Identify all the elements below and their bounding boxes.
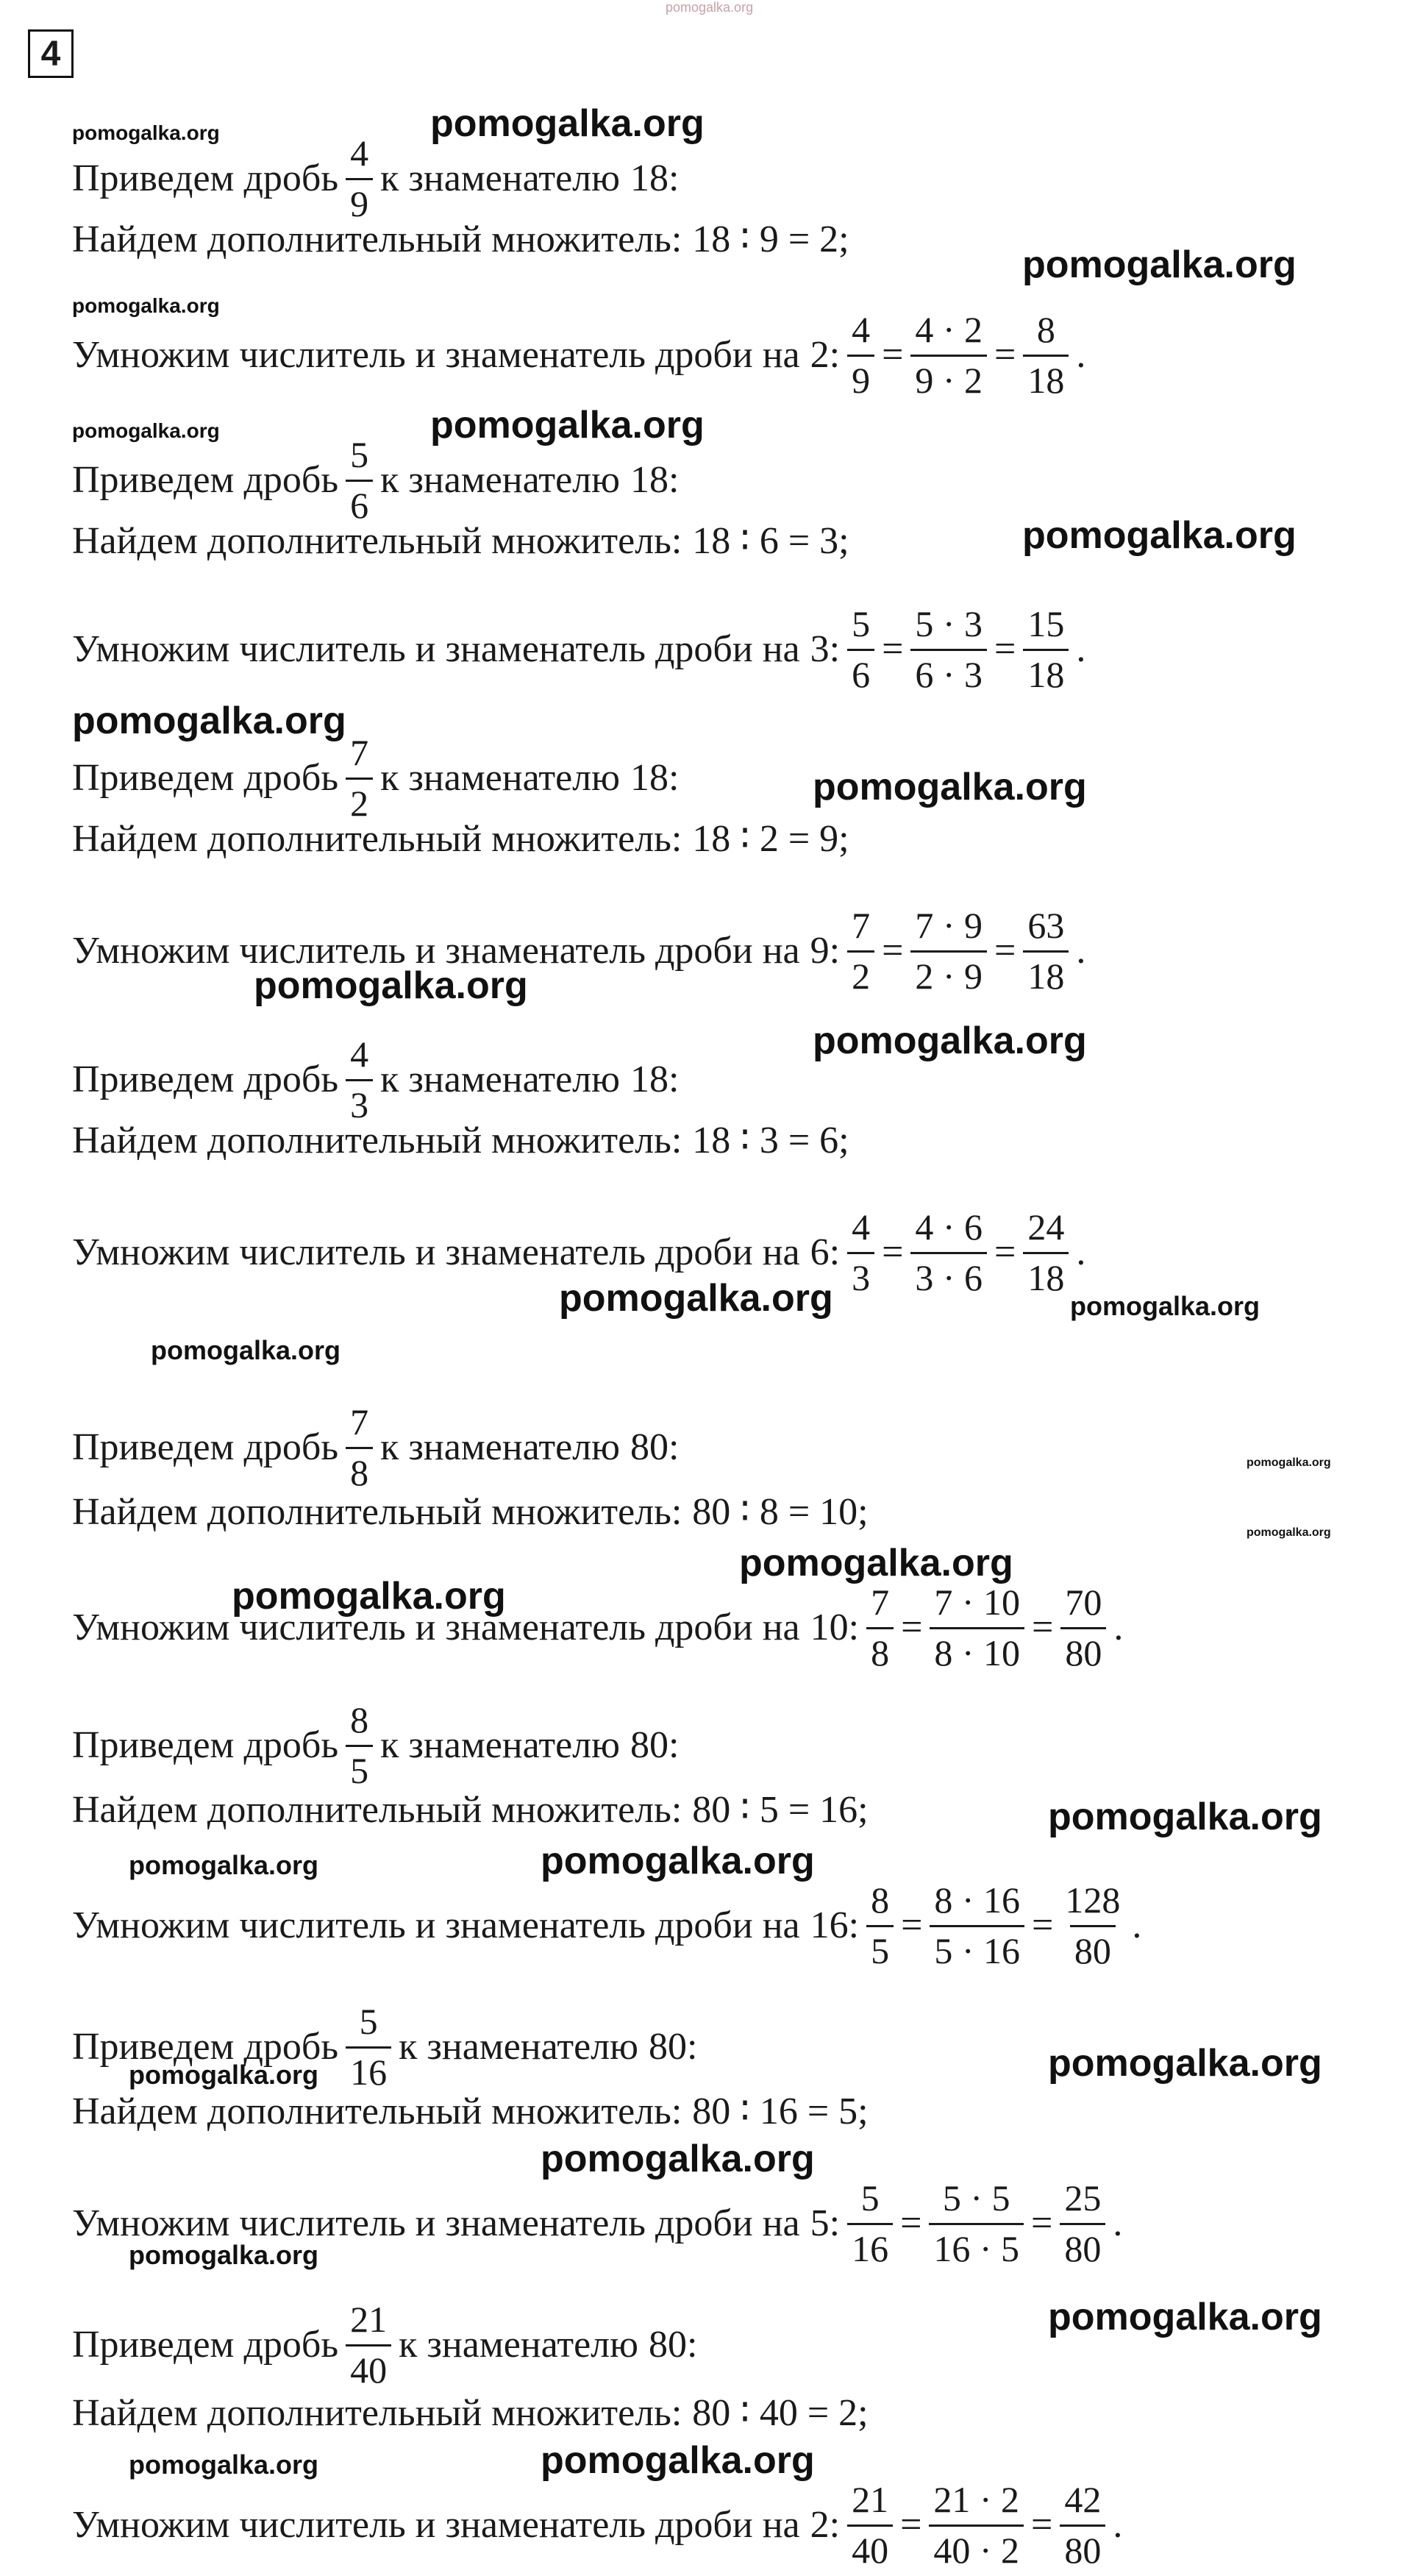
watermark-text: pomogalka.org (1022, 243, 1297, 286)
bring-line (72, 2299, 697, 2391)
factor-calculation: 18 ∶ 2 = 9; (692, 818, 849, 860)
source-fraction-numerator: 8 (350, 1699, 369, 1740)
result-fraction-denominator: 18 (1023, 649, 1069, 697)
factor-calculation: 18 ∶ 3 = 6; (692, 1120, 849, 1161)
bring-line (72, 434, 679, 527)
multiplied-fraction (930, 1581, 1024, 1674)
target-denominator: 80 (630, 1724, 668, 1766)
result-fraction (1023, 309, 1069, 402)
equals-sign: = (1032, 1607, 1054, 1648)
multiply-line (72, 905, 1085, 997)
period: . (1076, 930, 1086, 972)
bring-label: Приведем дробь (72, 1724, 339, 1766)
original-fraction-numerator: 21 (852, 2479, 889, 2520)
colon: : (829, 2504, 841, 2546)
original-fraction-denominator: 2 (847, 950, 874, 998)
colon: : (668, 757, 680, 799)
find-label: Найдем дополнительный множитель: (72, 520, 682, 562)
multiply-label: Умножим числитель и знаменатель дроби на (72, 1904, 800, 1946)
watermark-text: pomogalka.org (72, 419, 220, 442)
colon: : (829, 930, 841, 972)
watermark-text: pomogalka.org (541, 2439, 815, 2482)
find-line (72, 218, 849, 260)
original-fraction-numerator: 5 (860, 2177, 880, 2219)
multiplied-fraction (910, 1206, 987, 1299)
equals-sign: = (1032, 1904, 1054, 1946)
to-denominator-label: к знаменателю (399, 2324, 638, 2366)
find-label: Найдем дополнительный множитель: (72, 1120, 682, 1161)
multiplied-fraction-numerator: 4 · 6 (915, 1206, 983, 1248)
multiplier: 10 (810, 1607, 849, 1648)
watermark-text: pomogalka.org (72, 294, 220, 317)
result-fraction (1060, 1581, 1106, 1674)
factor-calculation: 80 ∶ 16 = 5; (692, 2091, 869, 2132)
find-label: Найдем дополнительный множитель: (72, 2392, 682, 2434)
result-fraction-numerator: 8 (1036, 309, 1055, 350)
source-fraction (346, 2299, 391, 2391)
original-fraction-denominator: 6 (847, 649, 874, 697)
watermark-text: pomogalka.org (541, 2138, 815, 2180)
multiply-label: Умножим числитель и знаменатель дроби на (72, 2202, 800, 2244)
colon: : (668, 459, 680, 501)
target-denominator: 80 (648, 2026, 687, 2068)
source-fraction-denominator: 9 (346, 178, 373, 226)
source-fraction-numerator: 7 (350, 732, 369, 773)
source-fraction (346, 732, 373, 825)
source-fraction-denominator: 8 (346, 1447, 373, 1495)
result-fraction-denominator: 18 (1023, 1252, 1069, 1300)
watermark-text: pomogalka.org (1048, 1796, 1322, 1838)
watermark-text: pomogalka.org (430, 102, 705, 145)
equals-sign: = (901, 1904, 923, 1946)
bring-label: Приведем дробь (72, 1058, 339, 1100)
bring-line (72, 1401, 679, 1494)
factor-calculation: 18 ∶ 6 = 3; (692, 520, 849, 562)
result-fraction-numerator: 24 (1027, 1206, 1065, 1248)
factor-calculation: 80 ∶ 5 = 16; (692, 1789, 869, 1831)
watermark-text: pomogalka.org (1247, 1456, 1331, 1469)
multiplied-fraction-numerator: 4 · 2 (915, 309, 983, 350)
multiplied-fraction-numerator: 7 · 9 (915, 905, 983, 946)
multiply-label: Умножим числитель и знаменатель дроби на (72, 2504, 800, 2546)
colon: : (668, 1058, 680, 1100)
result-fraction-numerator: 15 (1027, 603, 1065, 644)
to-denominator-label: к знаменателю (380, 757, 620, 799)
equals-sign: = (882, 334, 904, 376)
target-denominator: 18 (630, 1058, 668, 1100)
watermark-text: pomogalka.org (666, 0, 754, 15)
multiplied-fraction-denominator: 40 · 2 (929, 2525, 1024, 2572)
original-fraction-numerator: 8 (871, 1879, 890, 1921)
colon: : (686, 2026, 698, 2068)
multiplied-fraction-numerator: 8 · 16 (934, 1879, 1021, 1921)
multiplier: 9 (810, 930, 830, 972)
task-number: 4 (40, 34, 61, 74)
find-line (72, 1493, 869, 1531)
source-fraction-numerator: 5 (350, 434, 369, 475)
bring-label: Приведем дробь (72, 757, 339, 799)
bring-label: Приведем дробь (72, 2324, 339, 2366)
multiplied-fraction (930, 1879, 1024, 1972)
to-denominator-label: к знаменателю (380, 157, 620, 199)
find-line (72, 522, 849, 561)
find-line (72, 1122, 849, 1160)
watermark-text: pomogalka.org (1247, 1526, 1331, 1539)
factor-calculation: 80 ∶ 40 = 2; (692, 2392, 869, 2434)
colon: : (686, 2324, 698, 2366)
find-line (72, 1791, 869, 1829)
multiplied-fraction (910, 905, 987, 997)
bring-label: Приведем дробь (72, 2026, 339, 2068)
colon: : (829, 1231, 841, 1273)
bring-label: Приведем дробь (72, 459, 339, 501)
find-line (72, 820, 849, 858)
watermark-text: pomogalka.org (1022, 514, 1297, 557)
source-fraction-denominator: 40 (346, 2344, 391, 2392)
result-fraction-numerator: 42 (1064, 2479, 1102, 2520)
equals-sign: = (900, 2202, 922, 2244)
watermark-text: pomogalka.org (1048, 2296, 1322, 2338)
original-fraction (847, 1206, 874, 1299)
result-fraction-denominator: 80 (1060, 2223, 1105, 2271)
result-fraction-denominator: 80 (1060, 2525, 1105, 2572)
watermark-text: pomogalka.org (1070, 1291, 1261, 1321)
multiplied-fraction (929, 2479, 1024, 2572)
watermark-text: pomogalka.org (430, 404, 705, 446)
bring-label: Приведем дробь (72, 1426, 339, 1468)
period: . (1113, 2202, 1123, 2244)
original-fraction-numerator: 4 (852, 309, 871, 350)
find-label: Найдем дополнительный множитель: (72, 818, 682, 860)
colon: : (829, 2202, 841, 2244)
original-fraction-denominator: 9 (847, 355, 874, 402)
bring-line (72, 132, 679, 225)
multiply-line (72, 2479, 1122, 2572)
target-denominator: 18 (630, 757, 668, 799)
find-label: Найдем дополнительный множитель: (72, 1491, 682, 1533)
result-fraction-denominator: 80 (1060, 1627, 1106, 1675)
multiply-line (72, 309, 1085, 402)
result-fraction (1060, 1879, 1124, 1972)
result-fraction-denominator: 18 (1023, 950, 1069, 998)
watermark-text: pomogalka.org (254, 964, 528, 1007)
find-label: Найдем дополнительный множитель: (72, 218, 682, 260)
source-fraction-numerator: 4 (350, 132, 369, 174)
multiplied-fraction-denominator: 6 · 3 (910, 649, 987, 697)
period: . (1132, 1904, 1142, 1946)
source-fraction (346, 1033, 373, 1126)
original-fraction (866, 1879, 894, 1972)
multiply-line (72, 1581, 1123, 1674)
equals-sign: = (994, 628, 1016, 670)
colon: : (848, 1607, 860, 1648)
period: . (1113, 2504, 1123, 2546)
equals-sign: = (900, 2504, 922, 2546)
multiply-label: Умножим числитель и знаменатель дроби на (72, 628, 800, 670)
target-denominator: 18 (630, 157, 668, 199)
multiplier: 5 (810, 2202, 830, 2244)
result-fraction (1023, 603, 1069, 696)
source-fraction-denominator: 6 (346, 480, 373, 527)
period: . (1076, 1231, 1086, 1273)
watermark-text: pomogalka.org (129, 2060, 319, 2090)
multiply-label: Умножим числитель и знаменатель дроби на (72, 930, 800, 972)
period: . (1076, 628, 1086, 670)
to-denominator-label: к знаменателю (380, 1724, 620, 1766)
find-label: Найдем дополнительный множитель: (72, 2091, 682, 2132)
original-fraction (866, 1581, 894, 1674)
multiplied-fraction (910, 309, 987, 402)
watermark-text: pomogalka.org (232, 1575, 506, 1618)
multiplied-fraction-denominator: 9 · 2 (910, 355, 987, 402)
source-fraction-numerator: 7 (350, 1401, 369, 1442)
colon: : (668, 1426, 680, 1468)
to-denominator-label: к знаменателю (399, 2026, 638, 2068)
multiplied-fraction-numerator: 21 · 2 (933, 2479, 1020, 2520)
bring-line (72, 732, 679, 825)
target-denominator: 18 (630, 459, 668, 501)
find-line (72, 2394, 869, 2433)
watermark-text: pomogalka.org (129, 1850, 319, 1880)
period: . (1076, 334, 1086, 376)
result-fraction (1023, 905, 1069, 997)
result-fraction (1060, 2177, 1105, 2270)
watermark-text: pomogalka.org (813, 766, 1087, 808)
colon: : (668, 157, 680, 199)
watermark-text: pomogalka.org (151, 1335, 341, 1365)
colon: : (829, 334, 841, 376)
original-fraction (847, 309, 874, 402)
original-fraction-numerator: 4 (852, 1206, 871, 1248)
colon: : (848, 1904, 860, 1946)
equals-sign: = (994, 334, 1016, 376)
result-fraction-denominator: 18 (1023, 355, 1069, 402)
equals-sign: = (994, 930, 1016, 972)
source-fraction (346, 2001, 391, 2093)
original-fraction-numerator: 7 (852, 905, 871, 946)
to-denominator-label: к знаменателю (380, 1058, 620, 1100)
multiply-label: Умножим числитель и знаменатель дроби на (72, 1607, 800, 1648)
original-fraction-denominator: 16 (847, 2223, 893, 2271)
original-fraction (847, 905, 874, 997)
watermark-text: pomogalka.org (129, 2449, 319, 2480)
multiplied-fraction-denominator: 8 · 10 (930, 1627, 1024, 1675)
source-fraction-denominator: 5 (346, 1745, 373, 1793)
multiply-label: Умножим числитель и знаменатель дроби на (72, 1231, 800, 1273)
multiplied-fraction-denominator: 2 · 9 (910, 950, 987, 998)
result-fraction-denominator: 80 (1070, 1925, 1116, 1973)
multiply-label: Умножим числитель и знаменатель дроби на (72, 334, 800, 376)
watermark-text: pomogalka.org (739, 1542, 1013, 1584)
original-fraction-denominator: 8 (866, 1627, 894, 1675)
watermark-text: pomogalka.org (541, 1840, 815, 1882)
original-fraction (847, 2177, 893, 2270)
task-number-box (28, 29, 74, 78)
original-fraction-numerator: 5 (852, 603, 871, 644)
source-fraction-numerator: 5 (359, 2001, 378, 2042)
multiplied-fraction-numerator: 7 · 10 (934, 1581, 1021, 1623)
find-line (72, 2093, 869, 2131)
source-fraction (346, 434, 373, 527)
source-fraction-denominator: 3 (346, 1079, 373, 1127)
bring-line (72, 1033, 679, 1126)
watermark-text: pomogalka.org (72, 121, 220, 144)
equals-sign: = (994, 1231, 1016, 1273)
multiplied-fraction-denominator: 3 · 6 (910, 1252, 987, 1300)
result-fraction-numerator: 128 (1065, 1879, 1121, 1921)
equals-sign: = (1031, 2202, 1053, 2244)
factor-calculation: 80 ∶ 8 = 10; (692, 1491, 869, 1533)
original-fraction-denominator: 5 (866, 1925, 894, 1973)
watermark-text: pomogalka.org (1048, 2042, 1322, 2085)
original-fraction (847, 2479, 893, 2572)
watermark-text: pomogalka.org (559, 1277, 833, 1320)
multiplied-fraction-numerator: 5 · 5 (942, 2177, 1010, 2219)
result-fraction (1060, 2479, 1105, 2572)
original-fraction-denominator: 40 (847, 2525, 893, 2572)
equals-sign: = (882, 930, 904, 972)
source-fraction-denominator: 2 (346, 778, 373, 825)
source-fraction (346, 132, 373, 225)
multiplier: 6 (810, 1231, 830, 1273)
multiplier: 3 (810, 628, 830, 670)
bring-line (72, 1699, 679, 1792)
target-denominator: 80 (630, 1426, 668, 1468)
period: . (1113, 1607, 1124, 1648)
result-fraction (1023, 1206, 1069, 1299)
original-fraction-denominator: 3 (847, 1252, 874, 1300)
equals-sign: = (1031, 2504, 1053, 2546)
equals-sign: = (901, 1607, 923, 1648)
result-fraction-numerator: 63 (1027, 905, 1065, 946)
watermark-text: pomogalka.org (129, 2240, 319, 2270)
original-fraction-numerator: 7 (871, 1581, 890, 1623)
multiplied-fraction-numerator: 5 · 3 (915, 603, 983, 644)
colon: : (829, 628, 841, 670)
multiply-line (72, 1879, 1141, 1972)
find-label: Найдем дополнительный множитель: (72, 1789, 682, 1831)
original-fraction (847, 603, 874, 696)
result-fraction-numerator: 70 (1065, 1581, 1102, 1623)
multiplier: 2 (810, 2504, 830, 2546)
source-fraction-numerator: 21 (350, 2299, 388, 2340)
watermark-text: pomogalka.org (72, 700, 346, 742)
watermark-text: pomogalka.org (813, 1020, 1087, 1062)
multiplied-fraction-denominator: 16 · 5 (929, 2223, 1024, 2271)
to-denominator-label: к знаменателю (380, 1426, 620, 1468)
colon: : (668, 1724, 680, 1766)
source-fraction (346, 1401, 373, 1494)
source-fraction (346, 1699, 373, 1792)
multiplied-fraction-denominator: 5 · 16 (930, 1925, 1024, 1973)
equals-sign: = (882, 628, 904, 670)
factor-calculation: 18 ∶ 9 = 2; (692, 218, 849, 260)
multiplied-fraction (929, 2177, 1024, 2270)
source-fraction-denominator: 16 (346, 2046, 391, 2094)
target-denominator: 80 (648, 2324, 687, 2366)
source-fraction-numerator: 4 (350, 1033, 369, 1075)
multiplier: 2 (810, 334, 830, 376)
equals-sign: = (882, 1231, 904, 1273)
to-denominator-label: к знаменателю (380, 459, 620, 501)
bring-label: Приведем дробь (72, 157, 339, 199)
multiplied-fraction (910, 603, 987, 696)
result-fraction-numerator: 25 (1064, 2177, 1102, 2219)
multiply-line (72, 603, 1085, 696)
multiplier: 16 (810, 1904, 849, 1946)
